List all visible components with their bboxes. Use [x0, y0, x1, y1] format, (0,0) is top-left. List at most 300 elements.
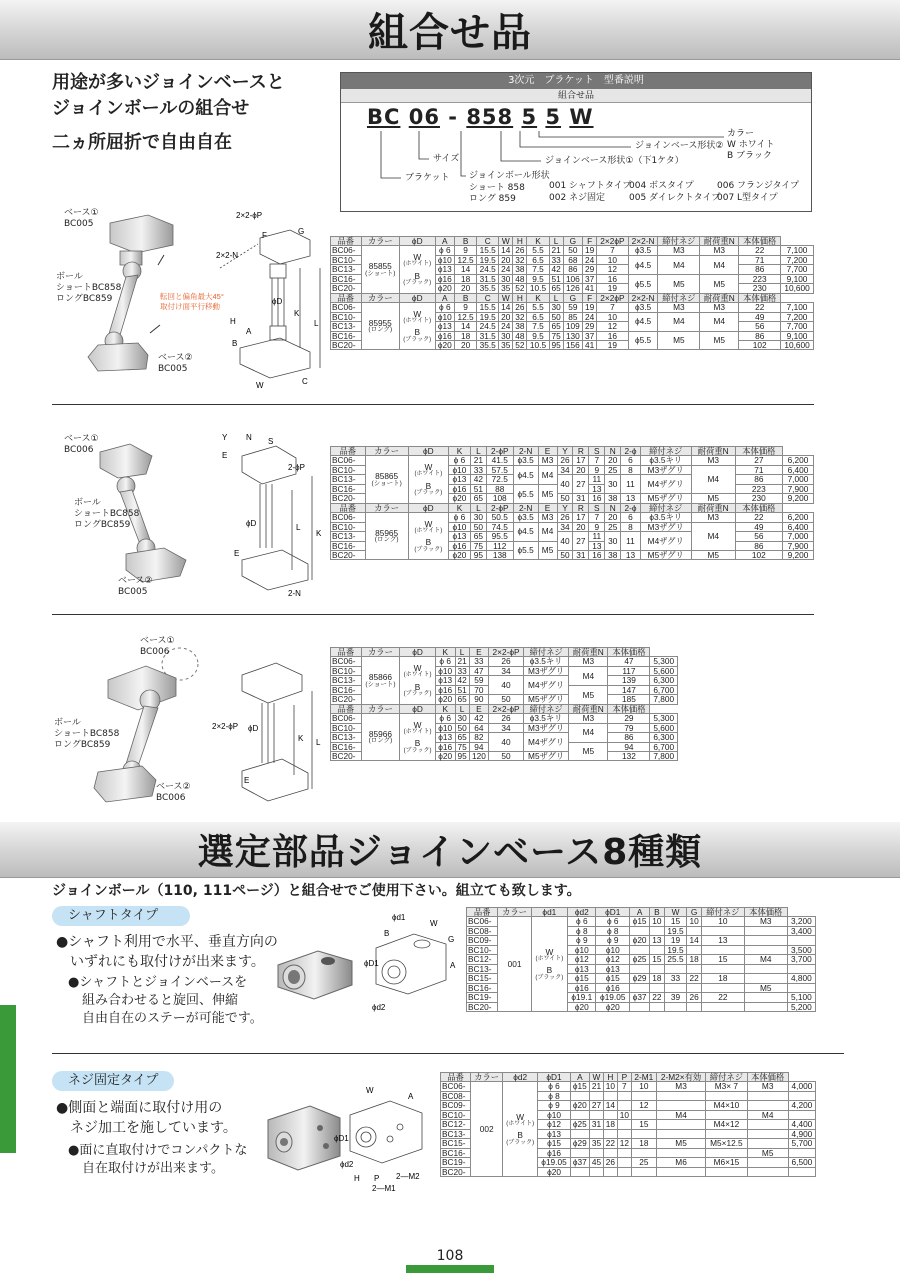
- shaft-bullet: [68, 974, 263, 1028]
- table-cell: 12: [597, 322, 628, 331]
- table-cell: 27: [589, 1101, 603, 1110]
- table-cell: 22: [650, 993, 665, 1002]
- table-cell: 50.5: [486, 513, 513, 522]
- divider: [52, 614, 814, 615]
- table-cell: 24.5: [477, 322, 499, 331]
- table-cell: 10: [597, 312, 628, 321]
- table-cell: [744, 964, 787, 973]
- table-cell: ϕ5.5: [513, 484, 538, 503]
- table-cell: [631, 1167, 656, 1176]
- table-cell: 18: [455, 274, 477, 283]
- table-cell: [630, 1002, 650, 1011]
- table-cell: [617, 1167, 631, 1176]
- table-cell: BC06-: [331, 513, 366, 522]
- table-cell: ϕ 6: [435, 657, 455, 666]
- table-cell: 5.5: [527, 246, 549, 255]
- table-cell: 2×2-N: [628, 237, 658, 246]
- table-cell: 16: [589, 550, 605, 559]
- table-cell: 19: [597, 340, 628, 349]
- table-cell: 56: [739, 322, 781, 331]
- table-cell: L: [549, 237, 563, 246]
- table-cell: BC13-: [441, 1129, 471, 1138]
- table-cell: 64: [469, 723, 489, 732]
- table-cell: 74.5: [486, 522, 513, 531]
- table-cell: M4: [658, 312, 700, 331]
- label-base2: ベース②: [118, 576, 153, 586]
- table-cell: ϕD: [400, 648, 436, 657]
- label-base1: ベース①: [140, 636, 175, 646]
- table-cell: ϕ16: [538, 1148, 570, 1157]
- table-cell: K: [527, 293, 549, 302]
- table-cell: ϕ10: [435, 666, 455, 675]
- color-cell: [399, 246, 435, 293]
- table-cell: [744, 926, 787, 935]
- table-cell: ϕ13: [448, 532, 470, 541]
- table-cell: [744, 1002, 787, 1011]
- table-cell: M4ザグリ: [523, 676, 568, 695]
- table-cell: ϕ3.5: [628, 303, 658, 312]
- table-cell: 15: [701, 955, 744, 964]
- table-cell: ϕ19.05: [538, 1158, 570, 1167]
- table-cell: 22: [701, 993, 744, 1002]
- table-cell: ϕ20: [435, 751, 455, 760]
- table-cell: 12.5: [455, 312, 477, 321]
- table-cell: M3: [538, 456, 557, 465]
- color-text: W: [545, 946, 554, 957]
- table-cell: BC12-: [467, 955, 498, 964]
- table-cell: ϕ4.5: [628, 255, 658, 274]
- table-cell: 26: [513, 246, 527, 255]
- table-cell: 35: [499, 284, 513, 293]
- table-cell: 7,000: [782, 532, 813, 541]
- table-cell: 6.5: [527, 255, 549, 264]
- dim-n: N: [246, 433, 252, 442]
- table-cell: カラー: [361, 293, 399, 302]
- table-cell: ϕ16: [435, 742, 455, 751]
- table-cell: BC15-: [467, 974, 498, 983]
- table-cell: 50: [470, 522, 486, 531]
- table-cell: [656, 1120, 705, 1129]
- table-cell: 33: [549, 255, 563, 264]
- table-cell: 95: [455, 751, 469, 760]
- dim-2x2n: 2×2-N: [216, 251, 239, 260]
- table-cell: 19: [664, 936, 687, 945]
- code-text: (ロング): [368, 737, 393, 745]
- table-cell: 4,900: [788, 1129, 815, 1138]
- table-cell: 6,400: [782, 465, 813, 474]
- table-cell: 38: [605, 550, 621, 559]
- dim-phid: ϕD: [272, 297, 283, 306]
- table-cell: [706, 1167, 747, 1176]
- code-cell: [471, 1082, 503, 1177]
- table-cell: BC10-: [331, 312, 362, 321]
- table-cell: M3ザグリ: [523, 666, 568, 675]
- color-text: W: [413, 308, 422, 319]
- code-part: 5: [521, 105, 538, 129]
- table-cell: M3: [656, 1082, 705, 1091]
- table-cell: 6: [621, 456, 641, 465]
- label-base1-code: BC005: [64, 219, 94, 229]
- spec-table-1: [330, 236, 814, 350]
- table-cell: カラー: [361, 237, 399, 246]
- color-text: (ブラック): [403, 336, 432, 343]
- table-cell: ϕ5.5: [513, 541, 538, 560]
- table-cell: 15.5: [477, 246, 499, 255]
- table-cell: 130: [563, 331, 582, 340]
- table-cell: 17: [573, 513, 589, 522]
- table-cell: BC19-: [467, 993, 498, 1002]
- table-cell: 50: [557, 550, 573, 559]
- table-cell: M5: [569, 742, 608, 761]
- table-cell: ϕ3.5キリ: [523, 714, 568, 723]
- table-cell: BC16-: [331, 742, 362, 751]
- dim-f: F: [262, 231, 267, 240]
- table-cell: ϕ3.5キリ: [640, 513, 691, 522]
- table-cell: 耐荷重N: [569, 648, 608, 657]
- table-cell: 2-M1: [631, 1073, 656, 1082]
- table-cell: 4,200: [788, 1101, 815, 1110]
- table-cell: 3,200: [787, 917, 815, 926]
- table-cell: BC20-: [467, 1002, 498, 1011]
- table-cell: [788, 1167, 815, 1176]
- table-cell: Y: [557, 447, 573, 456]
- table-cell: BC08-: [441, 1091, 471, 1100]
- table-cell: ϕ10: [538, 1110, 570, 1119]
- table-cell: M5: [569, 685, 608, 704]
- table-cell: 10: [701, 917, 744, 926]
- table-cell: 109: [563, 322, 582, 331]
- table-cell: M5: [700, 331, 739, 350]
- table-cell: 30: [470, 513, 486, 522]
- table-cell: W: [499, 293, 513, 302]
- dim-2p: 2-ϕP: [288, 463, 305, 472]
- dim-a: A: [246, 327, 252, 336]
- table-cell: 9,100: [781, 274, 814, 283]
- table-cell: M3: [569, 657, 608, 666]
- table-cell: ϕ16: [448, 541, 470, 550]
- label-short: ショートBC858: [54, 729, 120, 739]
- table-cell: ϕ 6: [568, 917, 596, 926]
- section-title: 選定部品ジョインベース8種類: [197, 832, 703, 873]
- table-cell: BC06-: [467, 917, 498, 926]
- table-cell: カラー: [361, 648, 399, 657]
- dim-w: W: [366, 1086, 374, 1095]
- table-cell: ϕ 6: [435, 714, 455, 723]
- shaft-bullet-line: 自由自在のステーが可能です。: [82, 1011, 263, 1026]
- title-banner: [0, 0, 900, 60]
- table-row: [331, 657, 678, 666]
- code-text: 85866: [368, 672, 392, 683]
- table-cell: 31: [589, 1120, 603, 1129]
- table-cell: ϕ 6: [448, 513, 470, 522]
- table-cell: [744, 936, 787, 945]
- table-cell: 締付ネジ: [701, 908, 744, 917]
- table-cell: 7: [589, 456, 605, 465]
- color-text: W: [413, 719, 422, 730]
- code-part: 5: [545, 105, 562, 129]
- table-cell: ϕ12: [568, 955, 596, 964]
- table-cell: F: [583, 293, 597, 302]
- table-cell: M3ザグリ: [640, 465, 691, 474]
- table-cell: 20: [455, 284, 477, 293]
- label-short: ショートBC858: [56, 283, 122, 293]
- table-cell: M3: [700, 246, 739, 255]
- table-cell: ϕ10: [568, 945, 596, 954]
- color-text: (ブラック): [403, 747, 432, 754]
- table-cell: E: [538, 503, 557, 512]
- table-cell: ϕ 6: [538, 1082, 570, 1091]
- table-cell: 10.5: [527, 340, 549, 349]
- table-cell: 86: [739, 265, 781, 274]
- screw-headline: [56, 1098, 237, 1138]
- code-cell: [361, 657, 399, 704]
- table-cell: 9,200: [782, 494, 813, 503]
- table-cell: 49: [739, 312, 781, 321]
- table-cell: 6,300: [650, 676, 678, 685]
- table-cell: 37: [583, 331, 597, 340]
- table-cell: 26: [603, 1158, 617, 1167]
- table-cell: [617, 1091, 631, 1100]
- table-cell: ϕ15: [596, 974, 630, 983]
- table-cell: 95: [470, 550, 486, 559]
- table-cell: 本体価格: [739, 237, 781, 246]
- table-cell: ϕ19.05: [596, 993, 630, 1002]
- table-cell: 102: [735, 550, 782, 559]
- color-text: B: [414, 738, 421, 749]
- bracket-label: ブラケット: [405, 173, 450, 183]
- table-cell: M6×15: [706, 1158, 747, 1167]
- table-cell: [603, 1167, 617, 1176]
- table-cell: BC20-: [331, 340, 362, 349]
- table-cell: M5: [658, 331, 700, 350]
- screw-type-pill: ネジ固定タイプ: [52, 1071, 174, 1091]
- table-cell: 19: [583, 303, 597, 312]
- table-cell: M4ザグリ: [640, 475, 691, 494]
- table-cell: 51: [470, 484, 486, 493]
- table-cell: 7.5: [527, 265, 549, 274]
- table-cell: 13: [701, 936, 744, 945]
- color-label: カラー: [727, 129, 755, 139]
- table-cell: BC06-: [441, 1082, 471, 1091]
- intro-line: 二ヵ所屈折で自由自在: [52, 132, 232, 153]
- table-cell: 18: [701, 974, 744, 983]
- table-cell: 120: [469, 751, 489, 760]
- screw-bullet: [68, 1142, 247, 1178]
- table-row: [467, 917, 816, 926]
- color-text: W: [424, 518, 433, 529]
- table-cell: ϕ 6: [435, 303, 454, 312]
- dim-p: P: [374, 1174, 380, 1183]
- table-cell: 41: [583, 284, 597, 293]
- table-cell: 30: [499, 331, 513, 340]
- table-cell: 86: [563, 265, 582, 274]
- table-cell: 10: [650, 917, 665, 926]
- note-2: 取付け面平行移動: [160, 302, 220, 311]
- table-cell: ϕD1: [538, 1073, 570, 1082]
- table-cell: ϕ15: [570, 1082, 589, 1091]
- table-cell: BC12-: [441, 1120, 471, 1129]
- table-cell: 16: [589, 494, 605, 503]
- shaft-table: [466, 907, 816, 1012]
- table-cell: 耐荷重N: [691, 447, 735, 456]
- table-cell: 70: [469, 685, 489, 694]
- code-part: 858: [466, 105, 514, 129]
- table-cell: 106: [563, 274, 582, 283]
- table-cell: 132: [608, 751, 650, 760]
- table-cell: 42: [455, 676, 469, 685]
- table-cell: 11: [589, 532, 605, 541]
- label-base1-code: BC006: [140, 647, 170, 657]
- table-cell: ϕ 6: [435, 246, 454, 255]
- table-cell: 14: [499, 303, 513, 312]
- table-cell: 15.5: [477, 303, 499, 312]
- table-cell: M5×12.5: [706, 1139, 747, 1148]
- table-cell: H: [513, 293, 527, 302]
- color-cell: [400, 714, 436, 761]
- table-cell: M3: [691, 513, 735, 522]
- table-cell: BC20-: [331, 494, 366, 503]
- color-b: B ブラック: [727, 151, 772, 161]
- ball-short: ショート 858: [469, 183, 525, 193]
- table-cell: M5ザグリ: [640, 494, 691, 503]
- shaft-bullet-line: ●シャフトとジョインベースを: [68, 975, 248, 990]
- table-cell: B: [455, 293, 477, 302]
- label-long: ロングBC859: [54, 740, 111, 750]
- table-cell: 本体価格: [608, 648, 650, 657]
- ball-label: ジョインボール形状: [469, 171, 550, 181]
- table-cell: 47: [608, 657, 650, 666]
- table-cell: R: [573, 503, 589, 512]
- table-cell: 19.5: [477, 312, 499, 321]
- shaft-headline: [56, 932, 278, 972]
- table-cell: 2×2ϕP: [597, 237, 628, 246]
- table-cell: M5: [700, 274, 739, 293]
- table-cell: 18: [650, 974, 665, 983]
- label-base2-code: BC006: [156, 793, 186, 803]
- table-cell: 4,800: [787, 974, 815, 983]
- table-cell: 79: [608, 723, 650, 732]
- drawing-1: [210, 208, 330, 396]
- table-cell: ϕ16: [448, 484, 470, 493]
- table-cell: 185: [608, 695, 650, 704]
- table-cell: M4: [691, 522, 735, 550]
- table-cell: M5ザグリ: [523, 695, 568, 704]
- table-cell: ϕD: [399, 293, 435, 302]
- table-cell: 48: [513, 274, 527, 283]
- label-base2-code: BC005: [158, 364, 188, 374]
- code-text: (ショート): [365, 269, 396, 277]
- table-cell: M5ザグリ: [523, 751, 568, 760]
- table-cell: 10,600: [781, 284, 814, 293]
- table-cell: 6: [621, 513, 641, 522]
- color-text: B: [414, 681, 421, 692]
- table-cell: 59: [469, 676, 489, 685]
- table-header-row: [441, 1073, 816, 1082]
- table-cell: B: [650, 908, 665, 917]
- table-cell: 42: [549, 265, 563, 274]
- code-text: (ショート): [371, 479, 402, 487]
- table-cell: 42: [470, 475, 486, 484]
- label-base1: ベース①: [64, 434, 99, 444]
- type-item: 004 ボスタイプ: [629, 181, 694, 191]
- table-cell: 締付ネジ: [640, 447, 691, 456]
- table-cell: 本体価格: [608, 704, 650, 713]
- table-cell: 10,600: [781, 340, 814, 349]
- table-cell: 7,900: [782, 541, 813, 550]
- type-item: 002 ネジ固定: [549, 193, 606, 203]
- table-cell: 223: [735, 484, 782, 493]
- table-cell: 34: [489, 723, 524, 732]
- table-cell: 7,100: [781, 246, 814, 255]
- table-cell: [650, 1002, 665, 1011]
- table-cell: ϕ3.5キリ: [523, 657, 568, 666]
- table-cell: 35.5: [477, 340, 499, 349]
- table-cell: 3,500: [787, 945, 815, 954]
- table-cell: M3ザグリ: [640, 522, 691, 531]
- table-cell: G: [563, 237, 582, 246]
- table-cell: 24.5: [477, 265, 499, 274]
- color-cell: [399, 303, 435, 350]
- table-cell: 締付ネジ: [706, 1073, 747, 1082]
- table-cell: ϕ37: [630, 993, 650, 1002]
- dim-phid: ϕD: [248, 724, 259, 733]
- table-cell: 18: [631, 1139, 656, 1148]
- dim-l: L: [314, 319, 319, 328]
- drawing-3: [212, 645, 330, 815]
- dim-c: C: [302, 377, 308, 386]
- table-cell: BC10-: [331, 666, 362, 675]
- color-text: (ホワイト): [403, 318, 432, 325]
- dim-l: L: [316, 738, 321, 747]
- table-cell: 50: [489, 695, 524, 704]
- table-cell: 2-ϕ: [621, 447, 641, 456]
- table-cell: ϕ10: [448, 465, 470, 474]
- table-cell: 10: [617, 1110, 631, 1119]
- table-cell: 10: [597, 255, 628, 264]
- table-cell: 35: [499, 340, 513, 349]
- table-cell: ϕ12: [596, 955, 630, 964]
- table-cell: 14: [455, 322, 477, 331]
- table-cell: ϕ20: [596, 1002, 630, 1011]
- table-cell: G: [563, 293, 582, 302]
- table-cell: B: [455, 237, 477, 246]
- dim-k: K: [298, 734, 304, 743]
- table-cell: M3: [658, 246, 700, 255]
- table-cell: ϕ29: [630, 974, 650, 983]
- page-number: 108: [436, 1248, 464, 1264]
- table-cell: カラー: [471, 1073, 503, 1082]
- table-cell: 50: [549, 312, 563, 321]
- table-cell: [744, 993, 787, 1002]
- table-cell: 29: [608, 714, 650, 723]
- color-text: (ブラック): [535, 974, 564, 981]
- table-cell: BC06-: [331, 303, 362, 312]
- table-cell: M5: [744, 983, 787, 992]
- table-cell: 19.5: [477, 255, 499, 264]
- table-cell: ϕ5.5: [628, 331, 658, 350]
- table-cell: 138: [486, 550, 513, 559]
- table-cell: [664, 1002, 687, 1011]
- table-cell: 5,600: [650, 666, 678, 675]
- table-cell: ϕ13: [435, 676, 455, 685]
- table-cell: ϕ15: [538, 1139, 570, 1148]
- table-cell: ϕ10: [435, 723, 455, 732]
- table-cell: 38: [513, 265, 527, 274]
- color-text: B: [546, 965, 553, 976]
- dim-2n: 2-N: [288, 589, 301, 598]
- color-text: (ブラック): [403, 280, 432, 287]
- table-cell: 20: [605, 513, 621, 522]
